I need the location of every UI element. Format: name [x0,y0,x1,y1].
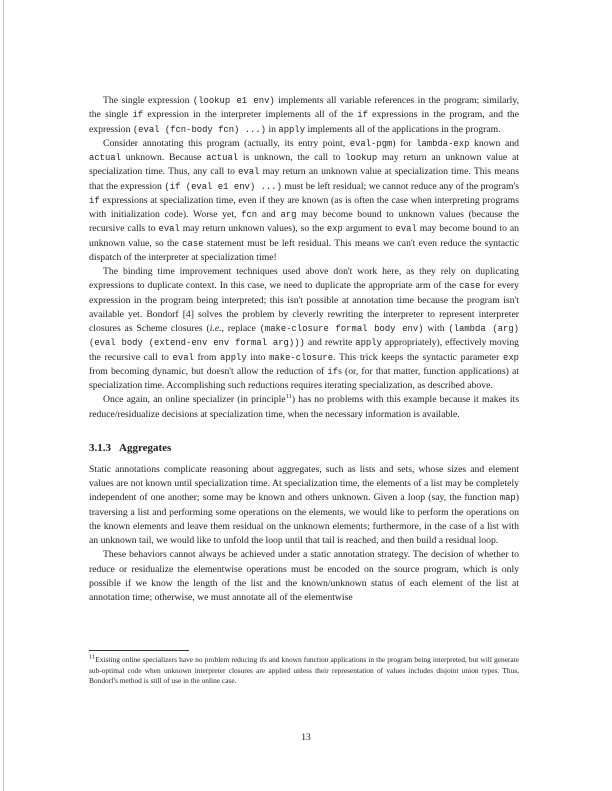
paragraph-5: Static annotations complicate reasoning about aggregates, such as lists and sets, whose sizes and element values are not known until specialization time. At specialization time, the elements of a list may be completely independent of one another; some may be known and others unknown. Given a loop (say, the function map) traversing a list and performing some operations on the elements, we would like to perform the operations on the known elements and leave them residual on the unknown elements; furthermore, in the case of a list with an unknown tail, we would like to unfold the loop until that tail is reached, and then build a residual loop. [89,463,519,546]
section-title: Aggregates [119,441,172,454]
paragraph-6: These behaviors cannot always be achieved under a static annotation strategy. The decision of whether to reduce or residualize the elementwise operations must be encoded on the source program, which is only possible if we know the length of the list and the known/unknown status of each element of the list at annotation time; otherwise, we must annotate all of the elementwise [89,549,519,603]
footnote-text: Existing online specializers have no problem reducing ifs and known function applications in the program being interpreted, but will generate sub-optimal code when unknown interpreter closures are applied unless their representation of values includes disjoint union types. Thus, Bondorf's method is still of use in the online case. [89,655,519,685]
paragraph-3: The binding time improvement techniques used above don't work here, as they rely on duplicating expressions to duplicate context. In this case, we need to duplicate the appropriate arm of the case for every expression in the program being interpreted; this isn't possible at annotation time because the program isn't available yet. Bondorf [4] solves the problem by cleverly rewriting the interpreter to represent interpreter closures as Scheme closures (i.e., replace (make-closure formal body env) with (lambda (arg) (eval body (extend-env env formal arg))) and rewrite apply appropriately), effectively moving the recursive call to eval from apply into make-closure. This trick keeps the syntactic parameter exp from becoming dynamic, but doesn't allow the reduction of ifs (or, for that matter, function applications) at specialization time. Accomplishing such reductions requires iterating specialization, as described above. [89,266,520,391]
paragraph-1: The single expression (lookup e1 env) implements all variable references in the program; similarly, the single if expression in the interpreter implements all of the if expressions in the program, and the expression (eval (fcn-body fcn) ...) in apply implements all of the applications in the program. [89,95,520,135]
paragraph-4: Once again, an online specializer (in principle$^{11}$) has no problems with this example because it makes its reduce/residualize decisions at specialization time, when the necessary information is available. [89,393,519,420]
page-number: 13 [301,733,311,743]
section-number: 3.1.3 [89,441,111,454]
page-edge [3,0,4,791]
section-heading [89,442,519,454]
footnote-marker: 11 [89,653,96,661]
footnote [89,655,519,687]
footnote-rule [89,650,189,651]
paragraph-2: Consider annotating this program (actually, its entry point, eval-pgm) for lambda-exp known and actual unknown. Because actual is unknown, the call to lookup may return an unknown value at specialization time. Thus, any call to eval may return an unknown value at specialization time. This means that the expression (if (eval e1 env) ...) must be left residual; we cannot reduce any of the program's if expressions at specialization time, even if they are known (as is often the case when interpreting programs with initialization code). Worse yet, fcn and arg may become bound to unknown values (because the recursive calls to eval may return unknown values), so the exp argument to eval may become bound to an unknown value, so the case statement must be left residual. This means we can't even reduce the syntactic dispatch of the interpreter at specialization time! [89,137,520,263]
body-text [89,94,519,605]
footnote-ref: 11 [285,393,292,401]
